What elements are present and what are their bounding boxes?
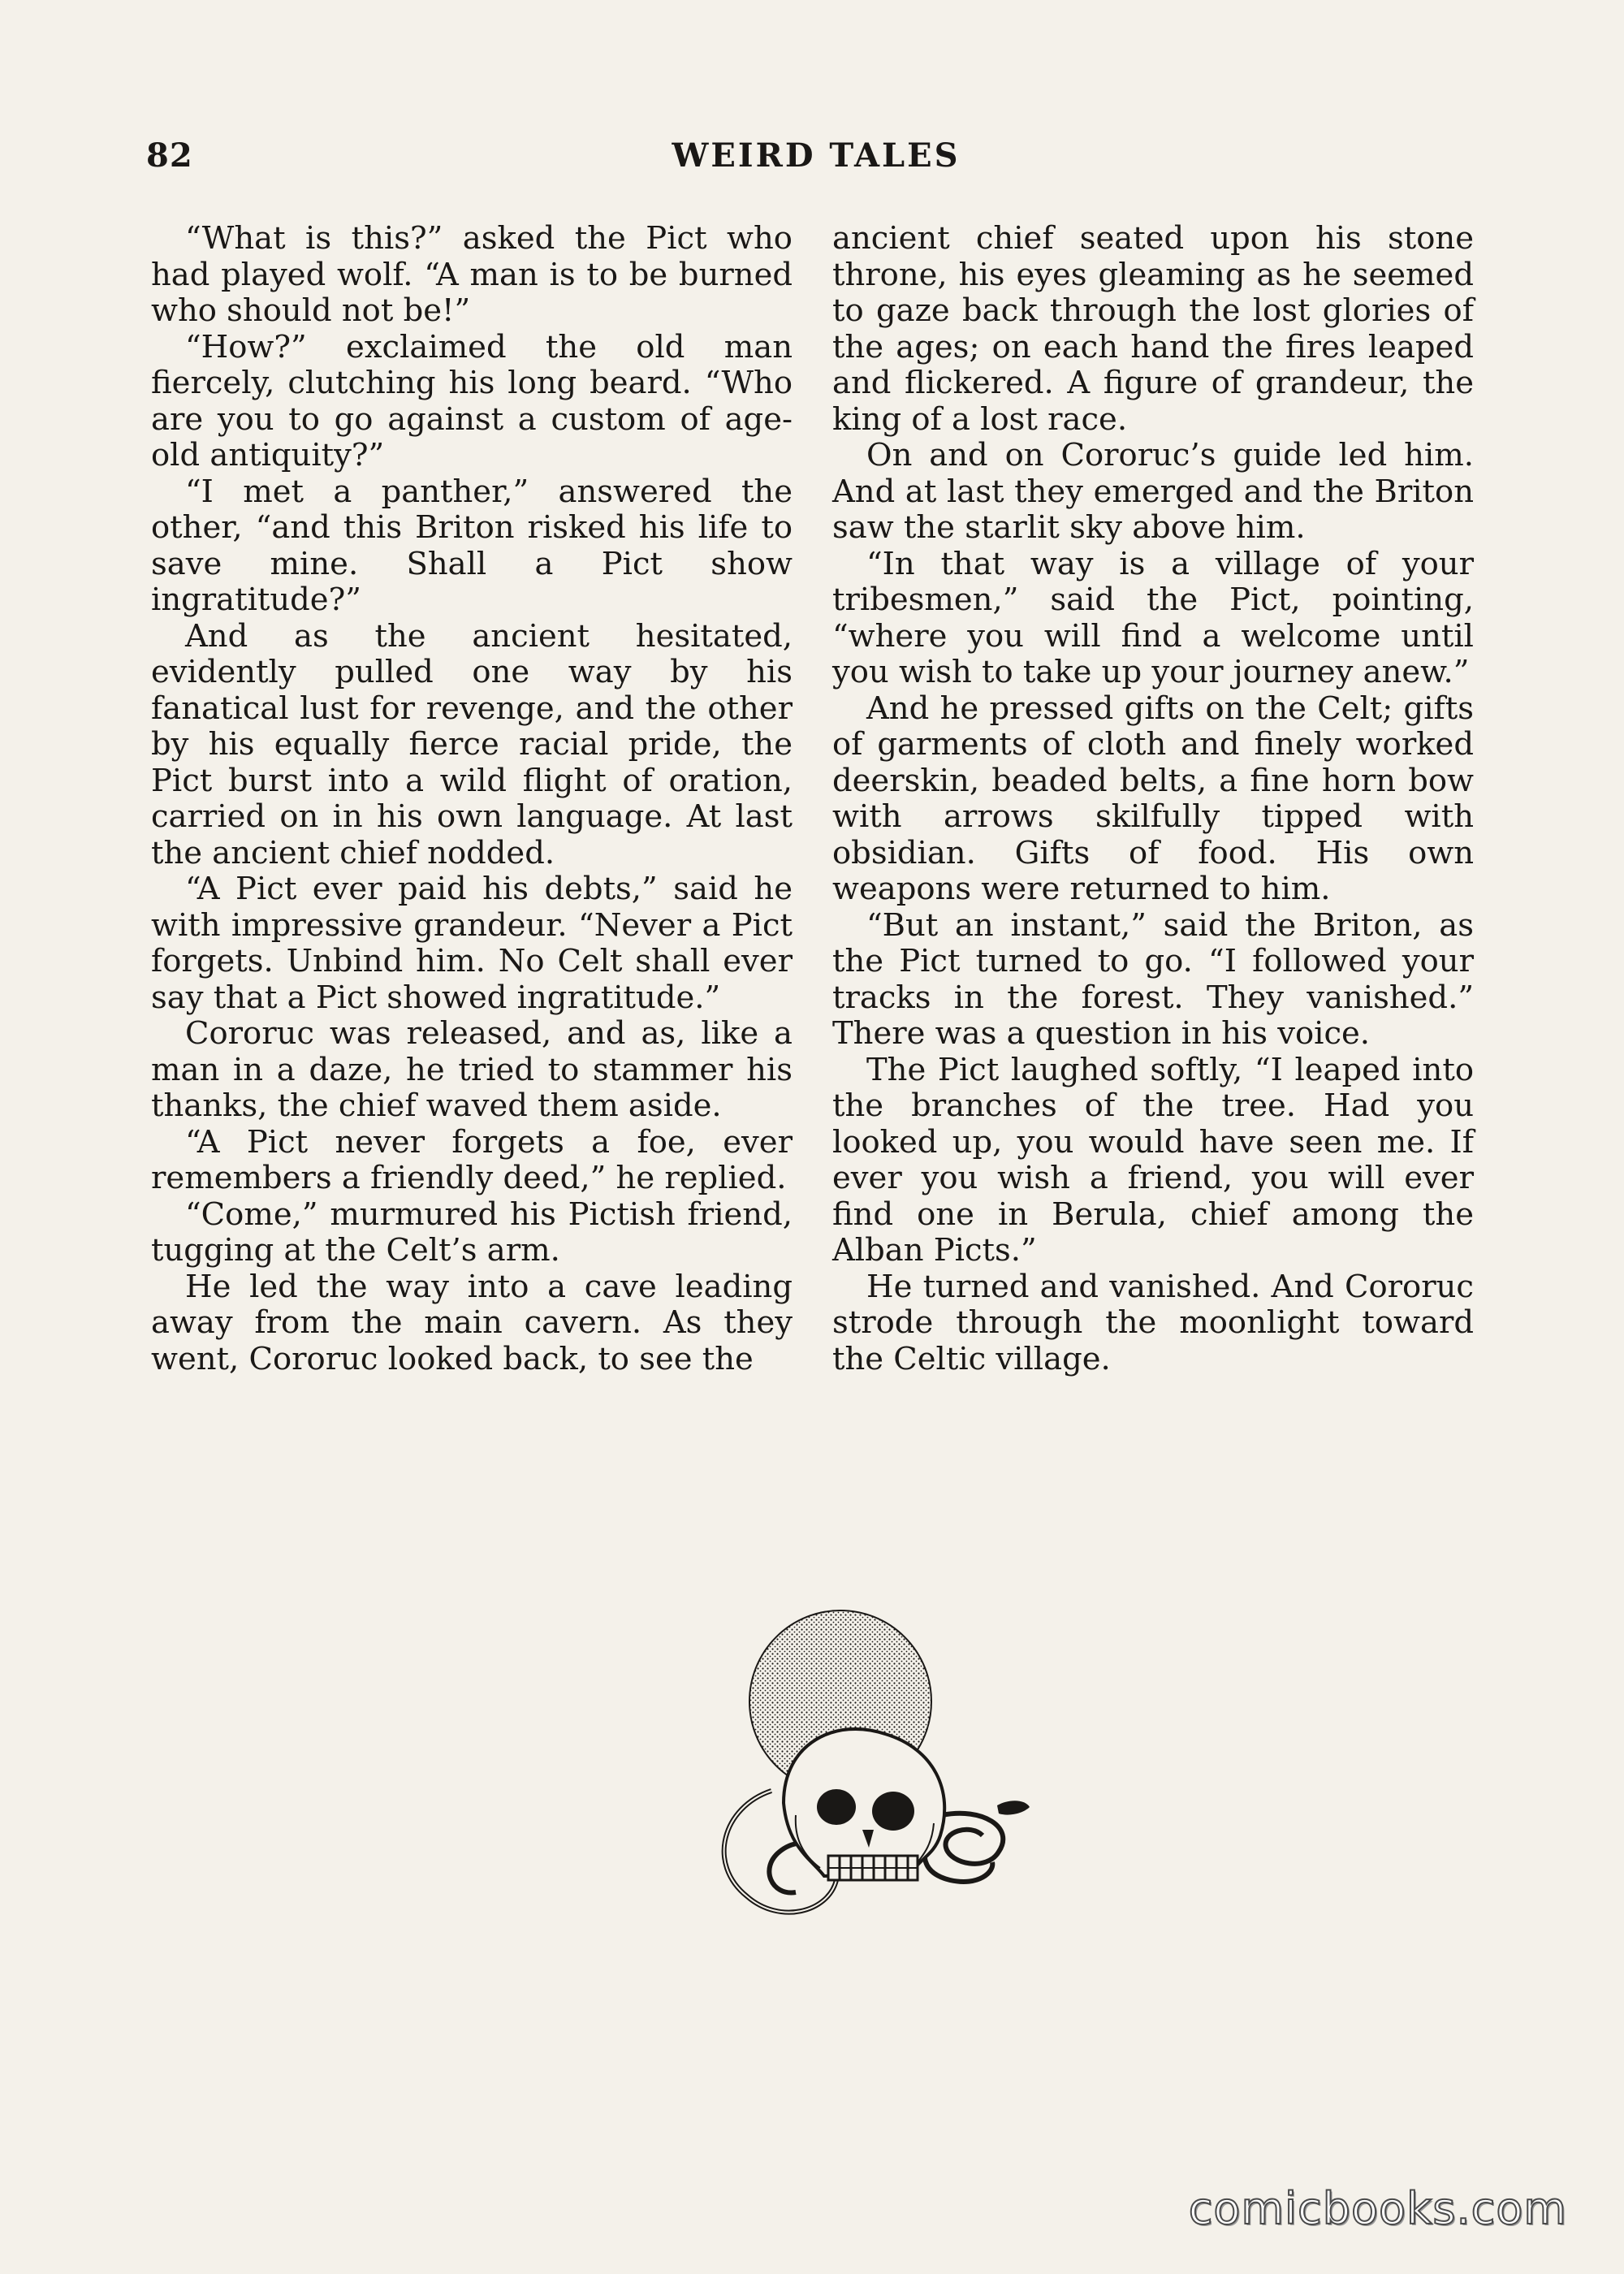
- paragraph: “A Pict ever paid his debts,” said he with impressive grandeur. “Never a Pict forgets. Unbind him. No Celt shall ever say that a Pict showed ingratitude.”: [151, 871, 793, 1016]
- paragraph: “I met a panther,” answered the other, “and this Briton risked his life to save mine. Shall a Pict show ingratitude?”: [151, 473, 793, 618]
- paragraph: The Pict laughed softly, “I leaped into the branches of the tree. Had you looked up, you would have seen me. If ever you wish a friend, you will ever find one in Berula, chief among the Alban Picts.”: [832, 1051, 1474, 1269]
- left-text-column: [151, 221, 793, 1377]
- page-number: 82: [146, 136, 193, 175]
- page-header: [146, 136, 1486, 185]
- paragraph: Cororuc was released, and as, like a man in a daze, he tried to stammer his thanks, the chief waved them aside.: [151, 1015, 793, 1124]
- watermark: comicbooks.com: [1188, 2183, 1567, 2234]
- paragraph: “What is this?” asked the Pict who had played wolf. “A man is to be burned who should not be!”: [151, 220, 793, 329]
- paragraph: “Come,” murmured his Pictish friend, tugging at the Celt’s arm.: [151, 1195, 793, 1269]
- running-title: WEIRD TALES: [672, 136, 961, 175]
- right-text-column: [832, 221, 1474, 1377]
- paragraph: “In that way is a village of your tribesmen,” said the Pict, pointing, “where you will find a welcome until you wish to take up your journey anew.”: [832, 545, 1474, 690]
- paragraph: And as the ancient hesitated, evidently pulled one way by his fanatical lust for revenge, and the other by his equally fierce racial pride, the Pict burst into a wild flight of oration, carried on in his own language. At last the ancient chief nodded.: [151, 617, 793, 871]
- skull-and-serpent-icon: [674, 1604, 1039, 1945]
- paragraph: On and on Cororuc’s guide led him. And at last they emerged and the Briton saw the starlit sky above him.: [832, 437, 1474, 546]
- paragraph: “How?” exclaimed the old man fiercely, clutching his long beard. “Who are you to go against a custom of age-old antiquity?”: [151, 328, 793, 473]
- paragraph: “A Pict never forgets a foe, ever remembers a friendly deed,” he replied.: [151, 1123, 793, 1196]
- paragraph: He turned and vanished. And Cororuc strode through the moonlight toward the Celtic village.: [832, 1268, 1474, 1377]
- paragraph: And he pressed gifts on the Celt; gifts of garments of cloth and finely worked deerskin, beaded belts, a fine horn bow with arrows skilfully tipped with obsidian. Gifts of food. His own weapons were returned to him.: [832, 690, 1474, 907]
- paragraph-continued: ancient chief seated upon his stone throne, his eyes gleaming as he seemed to gaze back through the lost glories of the ages; on each hand the fires leaped and flickered. A figure of grandeur, the king of a lost race.: [832, 220, 1474, 438]
- paragraph: “But an instant,” said the Briton, as the Pict turned to go. “I followed your tracks in the forest. They vanished.” There was a question in his voice.: [832, 906, 1474, 1052]
- paragraph: He led the way into a cave leading away from the main cavern. As they went, Cororuc looked back, to see the: [151, 1268, 793, 1377]
